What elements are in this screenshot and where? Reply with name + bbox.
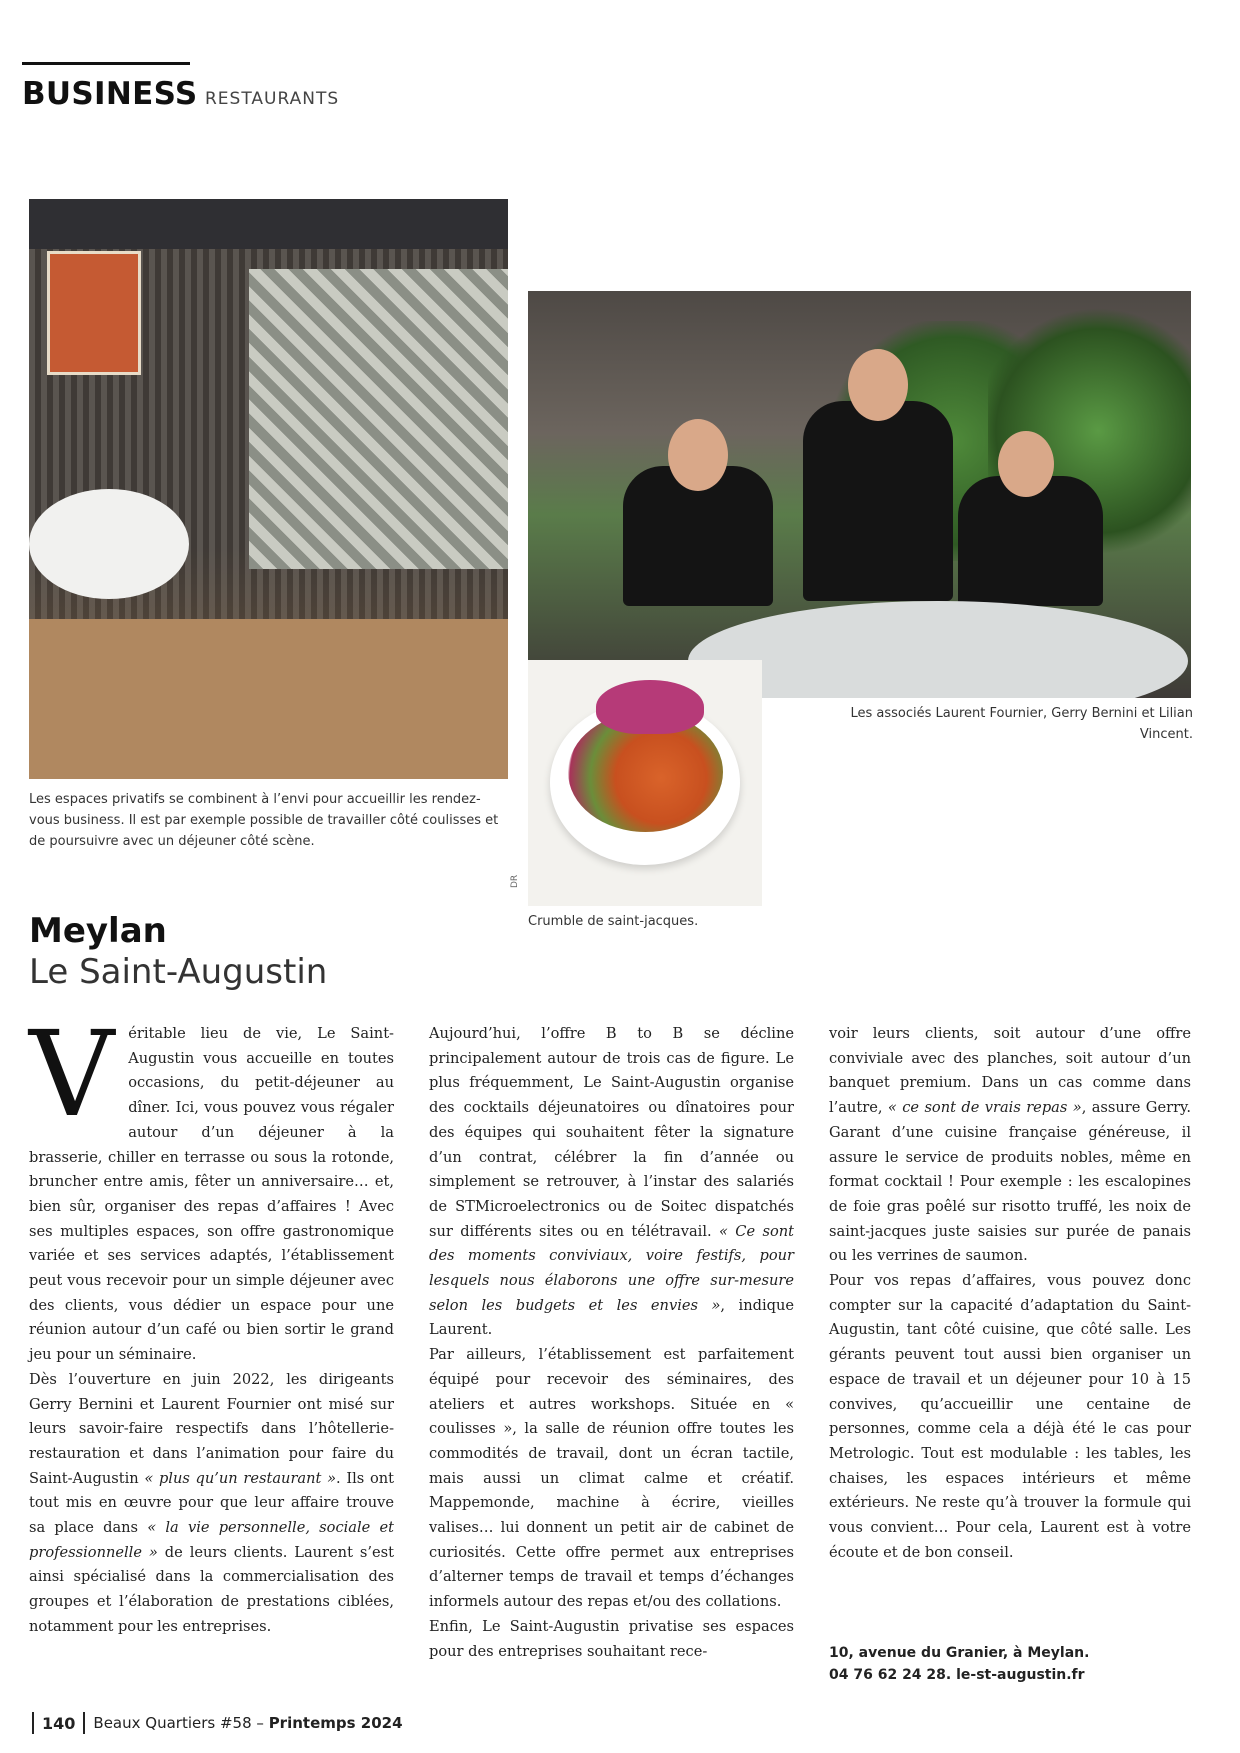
photo-wallpaper <box>249 269 508 569</box>
quote: « plus qu’un restaurant » <box>144 1469 337 1487</box>
drop-cap: V <box>29 1005 115 1143</box>
section-subtitle: RESTAURANTS <box>205 89 340 109</box>
photo-artwork <box>47 251 141 375</box>
photo-head <box>848 349 908 421</box>
photo-head <box>668 419 728 491</box>
article-column-1 <box>29 1005 394 1640</box>
crumble-dish-photo <box>528 660 762 906</box>
photo-person <box>803 401 953 601</box>
paragraph-text: Dès l’ouverture en juin 2022, les dirigeants Gerry Bernini et Laurent Fournier ont misé sur leurs savoir-faire respectifs dans l’hôtellerie-restauration et dans l’animation pour faire du Saint-Augustin <box>29 1370 394 1487</box>
article-title: Le Saint-Augustin <box>29 952 328 992</box>
paragraph-text: , assure Gerry. Garant d’une cuisine française généreuse, il assure le service de produits nobles, même en format cocktail ! Pour exemple : les escalopines de foie gras poêlé sur risotto truffé, les noix de saint-jacques juste saisies sur purée de panais ou les verrines de saumon. <box>829 1099 1191 1265</box>
phone-website: 04 76 62 24 28. le-st-augustin.fr <box>829 1667 1085 1683</box>
paragraph: Enfin, Le Saint-Augustin privatise ses espaces pour des entreprises souhaitant rece- <box>429 1617 794 1660</box>
restaurant-interior-photo <box>29 199 508 779</box>
dish-caption: Crumble de saint-jacques. <box>528 914 699 929</box>
footer-divider <box>32 1712 34 1734</box>
article-column-3 <box>829 1022 1191 1565</box>
magazine-name: Beaux Quartiers #58 – <box>93 1714 264 1732</box>
quote: « la vie personnelle, sociale et professionnelle » <box>29 1519 394 1561</box>
paragraph-text: . Ils ont tout mis en œuvre pour que leur affaire trouve sa place dans <box>29 1469 394 1537</box>
paragraph-text: Aujourd’hui, l’offre B to B se décline principalement autour de trois cas de figure. Le plus fréquemment, Le Saint-Augustin organise des cocktails déjeunatoires ou dînatoires pour des équipes qui souhaitent fêter la signature d’un contrat, célébrer la fin d’année ou simplement se retrouver, à l’instar des salariés de STMicroelectronics ou de Soitec dispatchés sur différents sites ou en télétravail. <box>429 1025 794 1240</box>
article-column-2 <box>429 1022 794 1664</box>
photo-table <box>688 601 1188 698</box>
paragraph-text: de leurs clients. Laurent s’est ainsi spécialisé dans la commercialisation des groupes et l’élaboration de prestations ciblées, notamment pour les entreprises. <box>29 1543 394 1635</box>
paragraph <box>429 1022 794 1343</box>
photo-head <box>998 431 1054 497</box>
footer-divider <box>83 1712 85 1734</box>
paragraph: Pour vos repas d’affaires, vous pouvez donc compter sur la capacité d’adaptation du Saint-Augustin, tant côté cuisine, que côté salle. Les gérants peuvent tout aussi bien organiser un espace de travail et un déjeuner pour 10 à 15 convives, qu’accueillir une centaine de personnes, comme cela a déjà été le cas pour Metrologic. Tout est modulable : les tables, les chaises, les espaces intérieurs et même extérieurs. Ne reste qu’à trouver la formule qui vous convient… Pour cela, Laurent est à votre écoute et de bon conseil. <box>829 1272 1191 1561</box>
photo-table <box>29 489 189 599</box>
paragraph: Par ailleurs, l’établissement est parfaitement équipé pour recevoir des séminaires, des ateliers et autres workshops. Située en « coulisses », la salle de réunion offre toutes les commodités de travail, dont un écran tactile, mais aussi un climat calme et créatif. Mappemonde, machine à écrire, vieilles valises… lui donnent un petit air de cabinet de curiosités. Cette offre permet aux entreprises d’alterner temps de travail et temps d’échanges informels autour des repas et/ou des collations. <box>429 1346 794 1611</box>
article-city: Meylan <box>29 911 167 951</box>
paragraph-text: voir leurs clients, soit autour d’une offre conviviale avec des planches, soit autour d’un banquet premium. Dans un cas comme dans l’autre, <box>829 1025 1191 1117</box>
quote: « ce sont de vrais repas » <box>887 1099 1082 1117</box>
quote: « Ce sont des moments conviviaux, voire festifs, pour lesquels nous élaborons une offre sur-mesure selon les budgets et les envies » <box>429 1222 794 1314</box>
photo-floor <box>29 619 508 779</box>
header-rule <box>22 62 190 65</box>
paragraph <box>29 1368 394 1640</box>
issue-season: Printemps 2024 <box>268 1714 403 1732</box>
page-footer <box>24 1712 403 1734</box>
photo-ceiling <box>29 199 508 249</box>
associates-photo <box>528 291 1191 698</box>
section-title: BUSINESS <box>22 76 198 112</box>
address: 10, avenue du Granier, à Meylan. <box>829 1645 1090 1661</box>
paragraph-text: éritable lieu de vie, Le Saint-Augustin vous accueille en toutes occasions, du petit-déjeuner au dîner. Ici, vous pouvez vous régaler autour d’un déjeuner à la brasserie, chiller en terrasse ou sous la rotonde, bruncher entre amis, fêter un anniversaire… et, bien sûr, organiser des repas d’affaires ! Avec ses multiples espaces, son offre gastronomique variée et ses services adaptés, l’établissement peut vous recevoir pour un simple déjeuner avec des clients, vous dédier un espace pour une réunion autour d’un café ou bien sortir le grand jeu pour un séminaire. <box>29 1025 394 1364</box>
photo-garnish <box>596 680 704 734</box>
paragraph <box>29 1005 394 1368</box>
associates-caption: Les associés Laurent Fournier, Gerry Bernini et Lilian Vincent. <box>850 706 1193 742</box>
photo-credit: DR <box>510 874 520 888</box>
page-number: 140 <box>42 1713 76 1733</box>
paragraph-text: , indique Laurent. <box>429 1296 795 1339</box>
contact-block <box>829 1642 1089 1686</box>
paragraph <box>829 1022 1191 1269</box>
interior-caption: Les espaces privatifs se combinent à l’envi pour accueillir les rendez-vous business. Il est par exemple possible de travailler côté coulisses et de poursuivre avec un déjeuner côté scène. <box>29 792 499 849</box>
